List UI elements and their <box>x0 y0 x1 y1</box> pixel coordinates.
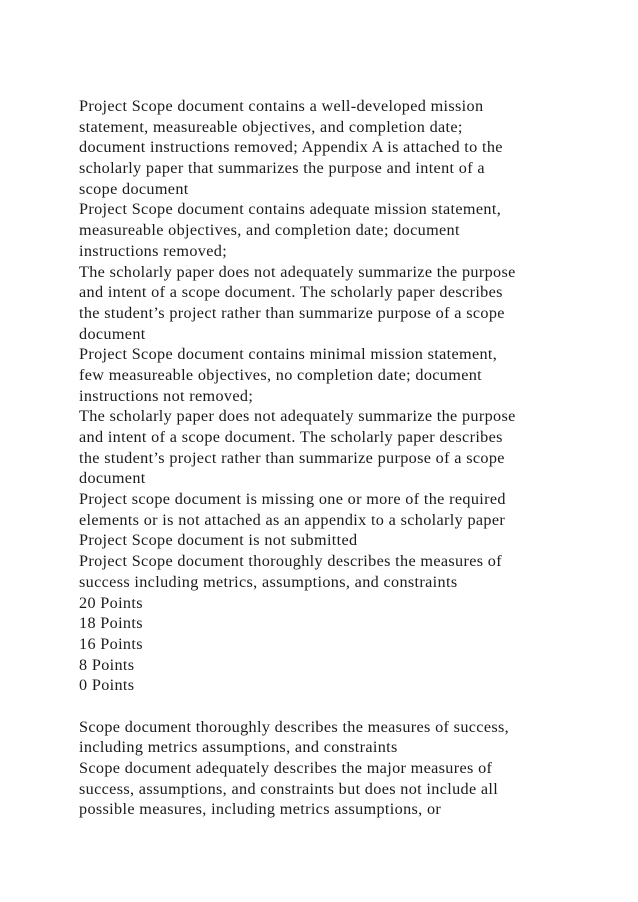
text-line: 20 Points <box>79 593 143 612</box>
text-line: document instructions removed; Appendix A is attached to the <box>79 138 503 157</box>
text-line: Project Scope document is not submitted <box>79 531 358 550</box>
text-line: Scope document adequately describes the major measures of <box>79 759 493 777</box>
blank-line <box>79 696 599 717</box>
text-line: the student’s project rather than summarize purpose of a scope <box>79 303 505 322</box>
text-line: 18 Points <box>79 614 143 633</box>
text-line: Project Scope document contains a well-developed mission <box>79 97 484 115</box>
text-line: instructions not removed; <box>79 386 254 405</box>
text-line: document <box>79 469 146 488</box>
text-line: Project Scope document thoroughly describes the measures of <box>79 552 502 571</box>
text-line: 8 Points <box>79 655 135 674</box>
text-line: success, assumptions, and constraints but does not include all <box>79 779 499 798</box>
text-line: Project Scope document contains adequate mission statement, <box>79 200 502 219</box>
text-line: including metrics assumptions, and constraints <box>79 738 398 757</box>
text-line: Scope document thoroughly describes the measures of success, <box>79 717 510 736</box>
text-line: few measureable objectives, no completion date; document <box>79 365 483 384</box>
text-line: success including metrics, assumptions, and constraints <box>79 572 458 591</box>
text-line: 0 Points <box>79 676 135 695</box>
text-line: possible measures, including metrics assumptions, or <box>79 800 442 819</box>
text-line: and intent of a scope document. The scholarly paper describes <box>79 428 503 446</box>
text-line: statement, measureable objectives, and completion date; <box>79 117 463 136</box>
text-line: the student’s project rather than summarize purpose of a scope <box>79 448 505 467</box>
text-line: Project scope document is missing one or more of the required <box>79 490 506 509</box>
text-line: The scholarly paper does not adequately summarize the purpose <box>79 407 516 426</box>
text-line: The scholarly paper does not adequately summarize the purpose <box>79 262 516 281</box>
text-line: Project Scope document contains minimal mission statement, <box>79 345 498 364</box>
text-line: instructions removed; <box>79 241 228 260</box>
text-line: scope document <box>79 179 189 198</box>
text-line: and intent of a scope document. The scholarly paper describes <box>79 283 503 302</box>
text-line: measureable objectives, and completion date; document <box>79 221 460 240</box>
text-line: scholarly paper that summarizes the purpose and intent of a <box>79 159 485 178</box>
text-line: elements or is not attached as an appendix to a scholarly paper <box>79 510 506 529</box>
text-line: 16 Points <box>79 634 143 653</box>
text-line: document <box>79 324 146 343</box>
document-body <box>79 96 599 820</box>
